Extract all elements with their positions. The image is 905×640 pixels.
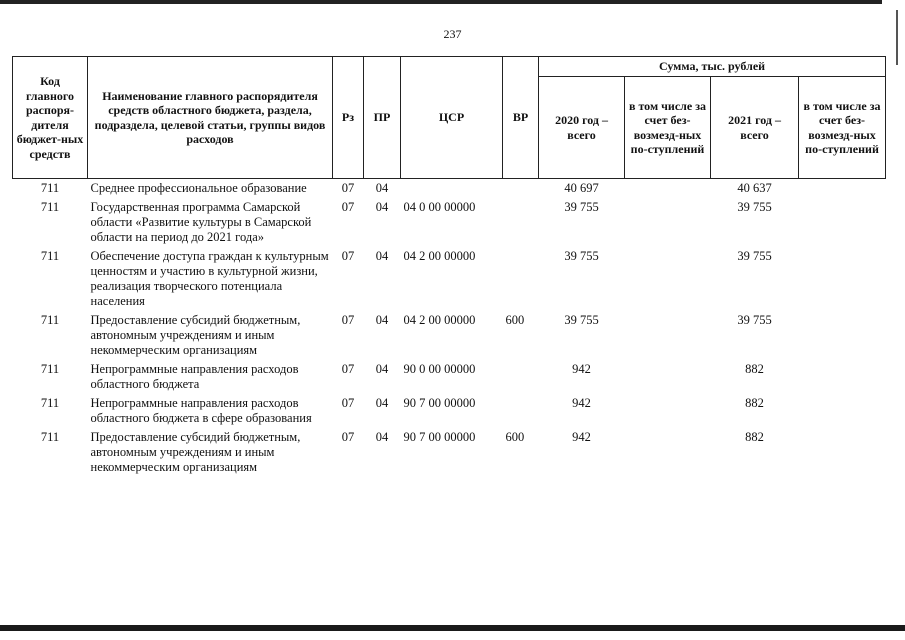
cell-y2021-free: [799, 247, 886, 311]
top-border-rule: [0, 0, 882, 4]
cell-name: Непрограммные направления расходов областного бюджета: [90, 362, 299, 391]
cell-y2021-free: [799, 198, 886, 247]
cell-csr: 04 0 00 00000: [403, 200, 476, 214]
cell-y2021: 882: [745, 430, 764, 444]
cell-y2020: 39 755: [564, 249, 599, 263]
cell-y2020-free: [625, 311, 711, 360]
header-rz: Рз: [333, 57, 364, 179]
page-number: 237: [443, 27, 462, 41]
cell-code: 711: [40, 249, 60, 263]
cell-pr: 04: [375, 362, 389, 376]
cell-pr: 04: [375, 396, 389, 410]
cell-code: 711: [40, 313, 60, 327]
cell-code: 711: [40, 396, 60, 410]
header-sum-group: Сумма, тыс. рублей: [539, 57, 886, 77]
cell-y2020-free: [625, 360, 711, 394]
cell-rz: 07: [341, 181, 355, 195]
cell-y2021: 882: [745, 362, 764, 376]
cell-csr: [401, 179, 503, 199]
cell-vr: [503, 198, 539, 247]
cell-y2020: 942: [572, 362, 591, 376]
table-row: [13, 360, 886, 394]
cell-y2021-free: [799, 394, 886, 428]
header-2021-free: в том числе за счет без-возмезд-ных по-ступлений: [799, 77, 886, 179]
header-pr: ПР: [364, 57, 401, 179]
cell-y2020: 40 697: [564, 181, 599, 195]
cell-y2021-free: [799, 311, 886, 360]
table-row: [13, 428, 886, 477]
cell-y2020: 942: [572, 430, 591, 444]
table-row: [13, 247, 886, 311]
cell-rz: 07: [341, 430, 355, 444]
table-body: [13, 179, 886, 478]
header-name: Наименование главного распорядителя средств областного бюджета, раздела, подраздела, целевой статьи, группы видов расходов: [88, 57, 333, 179]
cell-name: Предоставление субсидий бюджетным, автономным учреждениям и иным некоммерческим организациям: [90, 430, 301, 474]
cell-y2020-free: [625, 428, 711, 477]
cell-pr: 04: [375, 181, 389, 195]
cell-rz: 07: [341, 200, 355, 214]
cell-rz: 07: [341, 313, 355, 327]
cell-pr: 04: [375, 249, 389, 263]
table-row: [13, 198, 886, 247]
cell-csr: 04 2 00 00000: [403, 249, 476, 263]
cell-pr: 04: [375, 313, 389, 327]
cell-name: Предоставление субсидий бюджетным, автономным учреждениям и иным некоммерческим организациям: [90, 313, 301, 357]
header-2020-free: в том числе за счет без-возмезд-ных по-ступлений: [625, 77, 711, 179]
table-header: [13, 57, 886, 179]
cell-y2021-free: [799, 360, 886, 394]
cell-y2020: 39 755: [564, 200, 599, 214]
cell-y2021: 40 637: [737, 181, 772, 195]
cell-y2020-free: [625, 247, 711, 311]
cell-code: 711: [40, 181, 60, 195]
cell-name: Среднее профессиональное образование: [90, 181, 307, 195]
header-vr: ВР: [503, 57, 539, 179]
cell-y2021-free: [799, 428, 886, 477]
cell-rz: 07: [341, 249, 355, 263]
cell-vr: 600: [505, 430, 525, 444]
cell-csr: 90 7 00 00000: [403, 396, 476, 410]
cell-rz: 07: [341, 396, 355, 410]
cell-csr: 04 2 00 00000: [403, 313, 476, 327]
header-2021-total: 2021 год – всего: [711, 77, 799, 179]
cell-code: 711: [40, 430, 60, 444]
cell-rz: 07: [341, 362, 355, 376]
table-row: [13, 311, 886, 360]
cell-y2020: 942: [572, 396, 591, 410]
cell-csr: 90 7 00 00000: [403, 430, 476, 444]
cell-vr: 600: [505, 313, 525, 327]
cell-vr: [503, 360, 539, 394]
cell-y2021: 39 755: [737, 313, 772, 327]
cell-y2021: 39 755: [737, 249, 772, 263]
cell-name: Обеспечение доступа граждан к культурным ценностям и участию в культурной жизни, реализация творческого потенциала населения: [90, 249, 329, 308]
cell-y2021: 882: [745, 396, 764, 410]
cell-vr: [503, 179, 539, 199]
header-code: Код главного распоря-дителя бюджет-ных средств: [13, 57, 88, 179]
cell-code: 711: [40, 200, 60, 214]
table-row: [13, 179, 886, 199]
cell-y2021-free: [799, 179, 886, 199]
header-csr: ЦСР: [401, 57, 503, 179]
cell-y2021: 39 755: [737, 200, 772, 214]
cell-name: Непрограммные направления расходов областного бюджета в сфере образования: [90, 396, 312, 425]
cell-y2020: 39 755: [564, 313, 599, 327]
header-2020-total: 2020 год – всего: [539, 77, 625, 179]
cell-y2020-free: [625, 179, 711, 199]
bottom-border-rule: [0, 625, 905, 631]
budget-table: [12, 56, 886, 477]
cell-vr: [503, 247, 539, 311]
cell-name: Государственная программа Самарской области «Развитие культуры в Самарской области на период до 2021 года»: [90, 200, 312, 244]
cell-csr: 90 0 00 00000: [403, 362, 476, 376]
cell-vr: [503, 394, 539, 428]
cell-pr: 04: [375, 200, 389, 214]
cell-code: 711: [40, 362, 60, 376]
table-row: [13, 394, 886, 428]
cell-y2020-free: [625, 198, 711, 247]
cell-y2020-free: [625, 394, 711, 428]
cell-pr: 04: [375, 430, 389, 444]
